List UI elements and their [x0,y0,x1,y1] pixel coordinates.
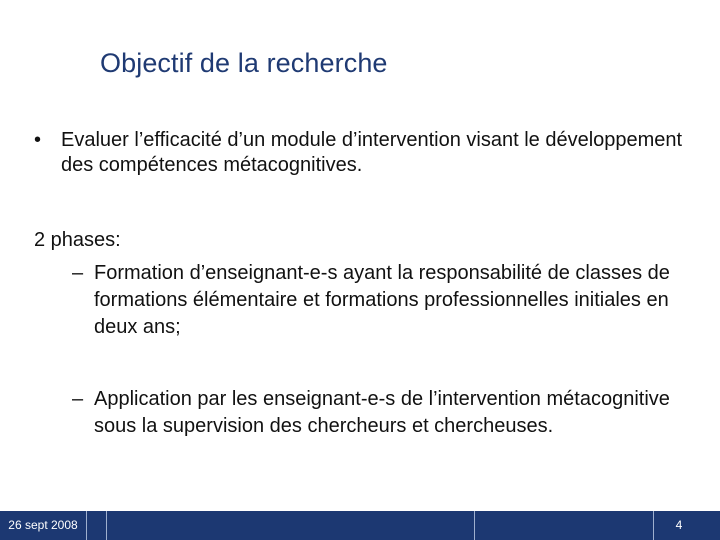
footer-divider [86,511,87,540]
objective-bullet [34,128,684,178]
footer-divider [106,511,107,540]
objective-text: Evaluer l’efficacité d’un module d’intervention visant le développement des compétences métacognitives. [61,129,683,176]
phase-item-text: Application par les enseignant-e-s de l’intervention métacognitive sous la supervision des chercheurs et chercheuses. [94,388,670,437]
slide-title: Objectif de la recherche [100,48,388,78]
page-number: 4 [675,518,683,532]
footer-date: 26 sept 2008 [8,518,78,532]
phase-item-formation [72,260,682,341]
phases-heading: 2 phases: [34,229,121,251]
bullet-marker: • [34,129,42,151]
footer-bar [0,511,720,540]
dash-marker: – [72,388,84,410]
phase-item-application [72,386,682,440]
dash-marker: – [72,262,84,284]
phase-item-text: Formation d’enseignant-e-s ayant la responsabilité de classes de formations élémentaire et formations professionnelles initiales en deux ans; [94,262,670,338]
footer-divider [474,511,475,540]
